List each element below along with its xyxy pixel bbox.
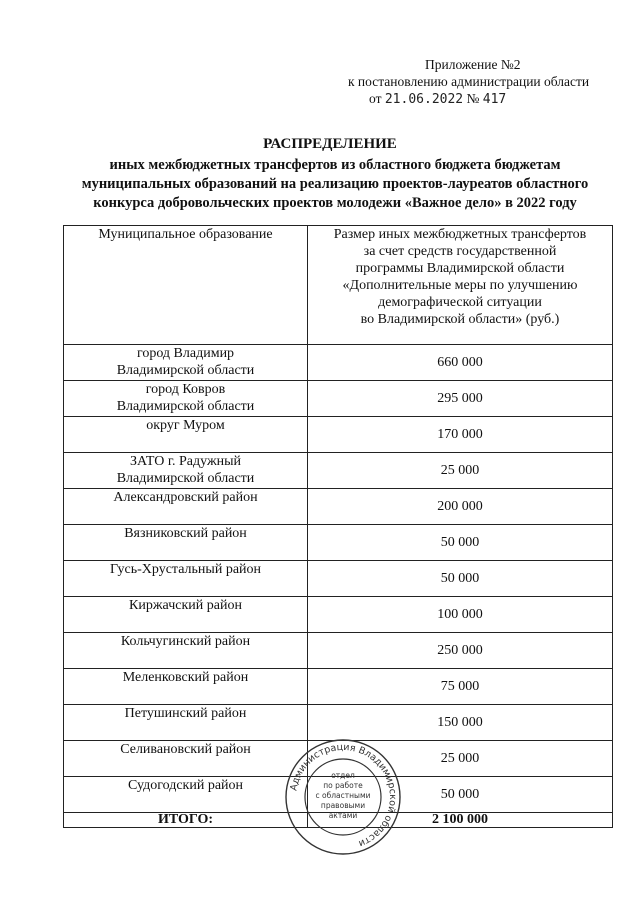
col2-header [308, 226, 613, 345]
appendix-title: Приложение №2 [425, 57, 521, 72]
municipality-name: Селивановский район [120, 742, 251, 757]
col2-header-line: за счет средств государственной [363, 244, 557, 259]
from-label: от [369, 91, 382, 106]
col2-header-line: «Дополнительные меры по улучшению [342, 278, 578, 293]
transfer-amount: 25 000 [308, 453, 613, 489]
municipality-name: Вязниковский район [124, 526, 247, 541]
stamp-center-line: правовыми [320, 801, 366, 810]
total-value: 2 100 000 [308, 813, 613, 828]
stamp-center-line: с областными [315, 791, 371, 800]
municipality-name: Судогодский район [127, 778, 244, 793]
municipality-cell [64, 417, 308, 453]
municipality-name: Петушинский район [124, 706, 247, 721]
table-row [64, 489, 613, 525]
table-row [64, 561, 613, 597]
municipality-cell [64, 561, 308, 597]
municipality-name: Кольчугинский район [120, 634, 251, 649]
municipality-region: Владимирской области [116, 471, 255, 486]
document-title: РАСПРЕДЕЛЕНИЕ [263, 136, 397, 152]
table-row [64, 381, 613, 417]
municipality-cell [64, 633, 308, 669]
decree-number: 417 [482, 92, 507, 107]
municipality-name: Меленковский район [122, 670, 249, 685]
col2-header-line: во Владимирской области» (руб.) [360, 312, 560, 327]
municipality-cell [64, 381, 308, 417]
col2-header-line: программы Владимирской области [355, 261, 565, 276]
municipality-cell [64, 741, 308, 777]
total-label: ИТОГО: [64, 813, 308, 828]
decree-date: 21.06.2022 [384, 92, 464, 107]
subtitle-line: конкурса добровольческих проектов молодежи «Важное дело» в 2022 году [93, 195, 577, 211]
table-row [64, 705, 613, 741]
transfer-amount: 170 000 [308, 417, 613, 453]
stamp-ring-text: Администрация Владимирской области [288, 741, 399, 850]
subtitle-line: муниципальных образований на реализацию проектов-лауреатов областного [81, 176, 589, 192]
municipality-cell [64, 705, 308, 741]
municipality-name: город Ковров [145, 382, 226, 397]
municipality-cell [64, 525, 308, 561]
table-row [64, 597, 613, 633]
municipality-name: город Владимир [136, 346, 235, 361]
appendix-date-line [369, 90, 506, 108]
table-row [64, 669, 613, 705]
transfer-amount: 50 000 [308, 561, 613, 597]
table-header-row [64, 226, 613, 345]
transfer-amount: 200 000 [308, 489, 613, 525]
transfer-amount: 150 000 [308, 705, 613, 741]
transfer-amount: 50 000 [308, 777, 613, 813]
col2-header-line: демографической ситуации [378, 295, 542, 310]
municipality-region: Владимирской области [116, 399, 255, 414]
transfer-amount: 660 000 [308, 345, 613, 381]
municipality-name: Гусь-Хрустальный район [109, 562, 262, 577]
table-row [64, 525, 613, 561]
transfer-amount: 25 000 [308, 741, 613, 777]
stamp-center-line: по работе [323, 781, 363, 790]
municipality-cell [64, 345, 308, 381]
municipality-cell [64, 777, 308, 813]
transfer-amount: 75 000 [308, 669, 613, 705]
stamp-center-line: отдел [331, 771, 355, 780]
table-row [64, 345, 613, 381]
municipality-name: Александровский район [113, 490, 258, 505]
municipality-name: округ Муром [146, 418, 225, 433]
transfer-amount: 50 000 [308, 525, 613, 561]
transfer-amount: 100 000 [308, 597, 613, 633]
transfer-amount: 295 000 [308, 381, 613, 417]
col2-header-line: Размер иных межбюджетных трансфертов [333, 227, 587, 242]
col1-header: Муниципальное образование [64, 226, 308, 345]
municipality-cell [64, 453, 308, 489]
document-subtitle [50, 156, 620, 213]
number-label: № [466, 91, 480, 106]
municipality-name: ЗАТО г. Радужный [129, 454, 242, 469]
stamp-seal [284, 738, 402, 856]
subtitle-line: иных межбюджетных трансфертов из областного бюджета бюджетам [109, 157, 561, 173]
municipality-cell [64, 489, 308, 525]
table-row [64, 453, 613, 489]
municipality-cell [64, 597, 308, 633]
municipality-region: Владимирской области [116, 363, 255, 378]
stamp-center-line: актами [328, 811, 358, 820]
table-row [64, 633, 613, 669]
appendix-decree: к постановлению администрации области [348, 74, 590, 89]
table-row [64, 417, 613, 453]
municipality-name: Киржачский район [129, 598, 242, 613]
municipality-cell [64, 669, 308, 705]
transfer-amount: 250 000 [308, 633, 613, 669]
